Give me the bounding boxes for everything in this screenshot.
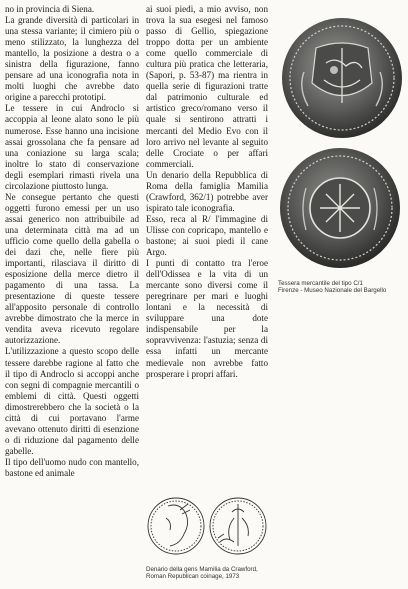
middle-text-column — [146, 4, 268, 380]
caption-line: Tessera mercantile del tipo C/1 — [278, 280, 363, 287]
tessera-figure — [276, 8, 406, 276]
denarius-obverse — [148, 498, 204, 554]
paragraph: Ne consegue pertanto che questi oggetti furono emessi per un uso assai generico non attribuibile ad una determinata città ma ad un ufficio come quello della gabella o dei dazi che, nelle fiere più importanti, rilasciava il diritto di esposizione della merce dietro il pagamento di una tassa. La presentazione di queste tessere all'apposito personale di controllo avrebbe dimostrato che la merce in vendita aveva ricevuto regolare autorizzazione. — [5, 191, 139, 346]
caption-line: Roman Republican coinage, 1973 — [146, 573, 240, 581]
caption-line: Firenze - Museo Nazionale del Bargello — [278, 287, 387, 295]
paragraph: Un denario della Repubblica di Roma della famiglia Mamilia (Crawford, 362/1) potrebbe aver ispirato tale iconografia. — [146, 169, 268, 213]
paragraph: Esso, reca al R/ l'immagine di Ulisse con copricapo, mantello e bastone; ai suoi piedi il cane Argo. — [146, 213, 268, 258]
tessera-coins-image — [276, 8, 406, 276]
caption-line: Denario della gens Mamilia da Crawford, — [146, 566, 258, 573]
paragraph: no in provincia di Siena. — [5, 4, 95, 14]
coin-reverse — [280, 148, 400, 268]
denarius-figure — [146, 488, 268, 564]
denarius-caption — [146, 566, 270, 580]
denarius-drawing — [146, 488, 268, 564]
paragraph: L'utilizzazione a questo scopo delle tessere darebbe ragione al fatto che il tipo di Androclo si accoppi anche con segni di compagnie mercantili o emblemi di città. Questi oggetti dimostrerebbero che la società o la città di cui portavano l'arme avevano ottenuto diritti di esenzione o di riduzione dal pagamento delle gabelle. — [5, 346, 139, 456]
paragraph: ai suoi piedi, a mio avviso, non trova la sua esegesi nel famoso passo di Gellio, spiegazione troppo dotta per un ambiente come quello commerciale di cultura più pratica che letteraria, (Sapori, p. 53-87) ma rientra in quella serie di figurazioni tratte dal patrimonio culturale ed artistico greco/romano verso il quale si sentirono attratti i mercanti del Medio Evo con il loro arrivo nel levante al seguito delle Crociate o per affari commerciali. — [146, 4, 268, 169]
tessera-caption — [278, 280, 406, 294]
paragraph: La grande diversità di particolari in una stessa variante; il cimiero più o meno stilizzato, la lunghezza del mantello, la posizione a destra o a sinistra della figurazione, fanno pensare ad una iconografia nota in molti luoghi che avrebbe dato origine a parecchi prototipi. — [5, 15, 139, 103]
paragraph: I punti di contatto tra l'eroe dell'Odissea e la vita di un mercante sono diversi come il peregrinare per mari e luoghi lontani e la necessità di sviluppare una dote indispensabile per la sopravvivenza: l'astuzia; senza di essa infatti un mercante medievale non avrebbe fatto prosperare i propri affari. — [146, 258, 268, 379]
denarius-reverse — [210, 498, 266, 554]
left-text-column — [5, 4, 139, 479]
coin-obverse — [282, 18, 402, 138]
paragraph: Le tessere in cui Androclo si accoppia al leone alato sono le più numerose. Esse hanno una incisione assai grossolana che fa pensare ad una coniazione su larga scala; inoltre lo stato di conservazione degli esemplari rimasti rivela una circolazione piuttosto lunga. — [5, 103, 139, 191]
paragraph: Il tipo dell'uomo nudo con mantello, bastone ed animale — [5, 456, 139, 478]
